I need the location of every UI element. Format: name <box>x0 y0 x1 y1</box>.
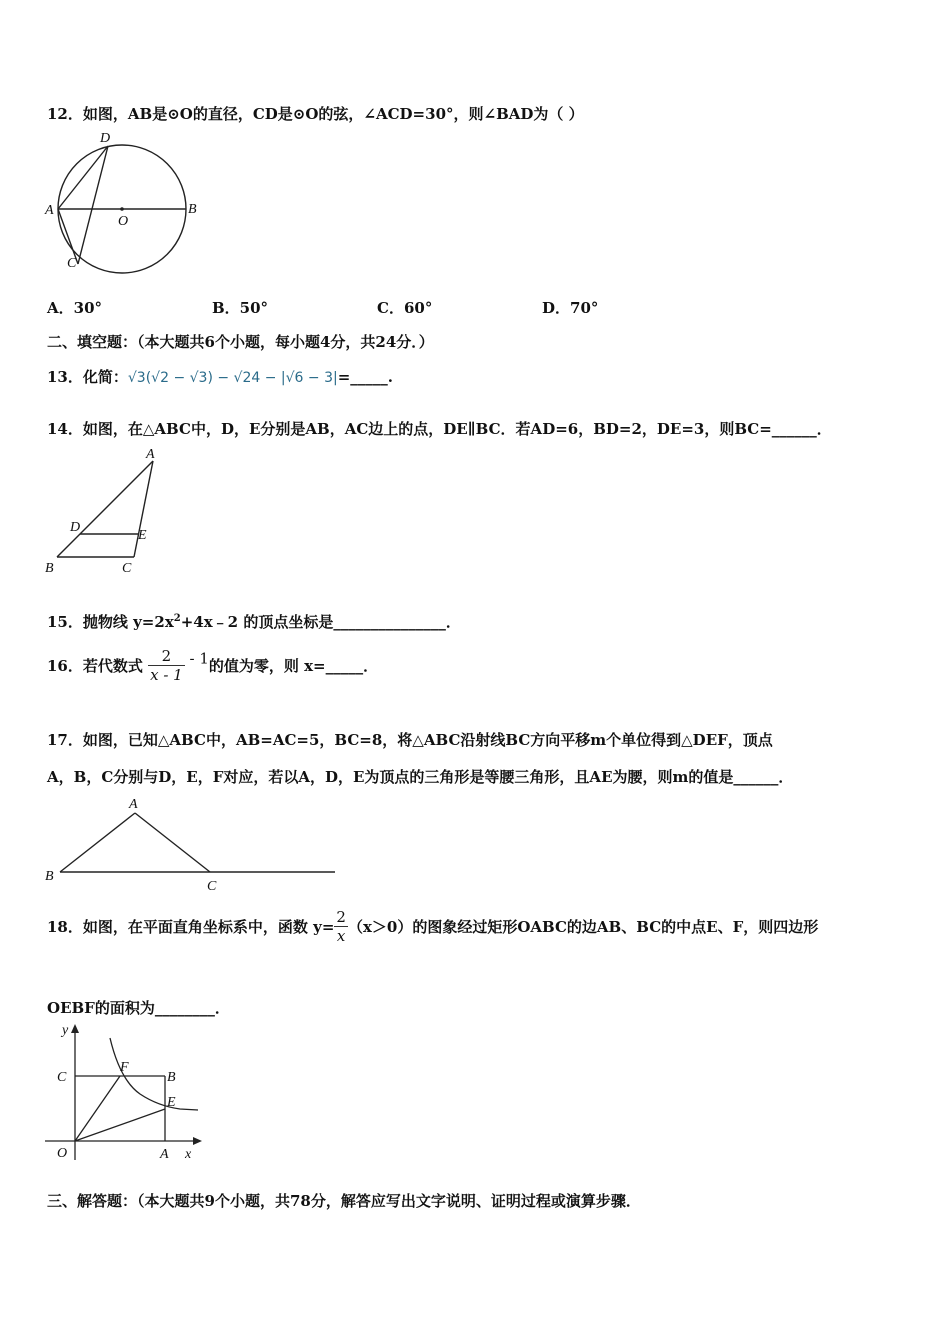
q13-blank: =_____. <box>337 368 394 386</box>
q18-line2: OEBF的面积为________． <box>47 999 230 1017</box>
q12-option-d: D．70° <box>542 299 599 317</box>
q15 <box>47 611 461 632</box>
q16 <box>47 647 378 684</box>
q16-denominator: x - 1 <box>150 666 183 684</box>
label-d: D <box>70 520 81 535</box>
q17-line2: A，B，C分别与D，E，F对应，若以A，D，E为顶点的三角形是等腰三角形，且AE为腰，则m的值是______． <box>47 768 794 786</box>
q17-line1: 17．如图，已知△ABC中，AB=AC=5，BC=8，将△ABC沿射线BC方向平移m个单位得到△DEF，顶点 <box>47 731 773 749</box>
q16-pre: 16．若代数式 <box>47 657 149 675</box>
side-ac <box>135 813 210 872</box>
chord-dc <box>78 146 108 264</box>
label-x: x <box>185 1147 192 1162</box>
q12-option-a: A．30° <box>47 299 103 317</box>
label-o: O <box>118 214 129 229</box>
q18-pre: 18．如图，在平面直角坐标系中，函数 y= <box>47 918 335 936</box>
q12-text: 12．如图，AB是⊙O的直径，CD是⊙O的弦，∠ACD=30°，则∠BAD为（ ） <box>47 105 584 123</box>
q14-text: 14．如图，在△ABC中，D，E分别是AB，AC边上的点，DE∥BC．若AD=6，BD=2，DE=3，则BC=______． <box>47 420 832 438</box>
label-e: E <box>138 528 147 543</box>
q13-expression: √3(√2 − √3) − √24 − |√6 − 3| <box>127 370 338 386</box>
label-b: B <box>167 1070 176 1085</box>
side-ab <box>60 813 135 872</box>
q12-option-c: C．60° <box>377 299 433 317</box>
label-d: D <box>100 131 111 146</box>
label-a: A <box>160 1147 169 1162</box>
q18-denominator: x <box>334 926 348 945</box>
q18-fraction <box>334 908 348 945</box>
center-point <box>120 207 124 211</box>
label-f: F <box>120 1060 129 1075</box>
label-b: B <box>188 202 197 217</box>
label-a: A <box>45 203 54 218</box>
label-a: A <box>146 447 155 462</box>
section2-heading: 二、填空题：（本大题共6个小题，每小题4分，共24分．） <box>47 333 434 351</box>
q18-post: （x＞0）的图象经过矩形OABC的边AB、BC的中点E、F，则四边形 <box>347 918 819 936</box>
label-c: C <box>207 879 217 894</box>
q16-tail: - 1 <box>184 649 209 668</box>
q13-label: 13．化简： <box>47 368 128 386</box>
q16-fraction <box>148 647 185 684</box>
q16-numerator: 2 <box>161 647 172 665</box>
y-axis-arrow <box>71 1024 79 1033</box>
label-o: O <box>57 1146 68 1161</box>
segment-of <box>75 1076 120 1141</box>
label-e: E <box>167 1095 176 1110</box>
label-a: A <box>129 797 138 812</box>
label-c: C <box>122 561 132 576</box>
q17-triangle-figure <box>40 795 340 895</box>
label-b: B <box>45 869 54 884</box>
label-c: C <box>67 256 77 271</box>
x-axis-arrow <box>193 1137 202 1145</box>
q18 <box>47 908 818 945</box>
q18-coordinate-figure <box>40 1020 205 1165</box>
label-y: y <box>62 1023 69 1038</box>
q13 <box>47 366 393 387</box>
section3-heading: 三、解答题：（本大题共9个小题，共78分，解答应写出文字说明、证明过程或演算步骤． <box>47 1192 641 1210</box>
q15-exponent: 2 <box>173 613 181 624</box>
label-b: B <box>45 561 54 576</box>
q15-text-post: +4x﹣2 的顶点坐标是_______________． <box>180 613 461 631</box>
q18-numerator: 2 <box>336 908 346 926</box>
segment-oe <box>75 1109 165 1141</box>
q15-text-pre: 15．抛物线 y=2x <box>47 613 174 631</box>
q14-triangle-figure <box>40 445 170 580</box>
label-c: C <box>57 1070 67 1085</box>
q12-circle-figure <box>40 128 210 278</box>
q16-post: 的值为零，则 x=_____． <box>208 657 379 675</box>
q12-option-b: B．50° <box>212 299 269 317</box>
